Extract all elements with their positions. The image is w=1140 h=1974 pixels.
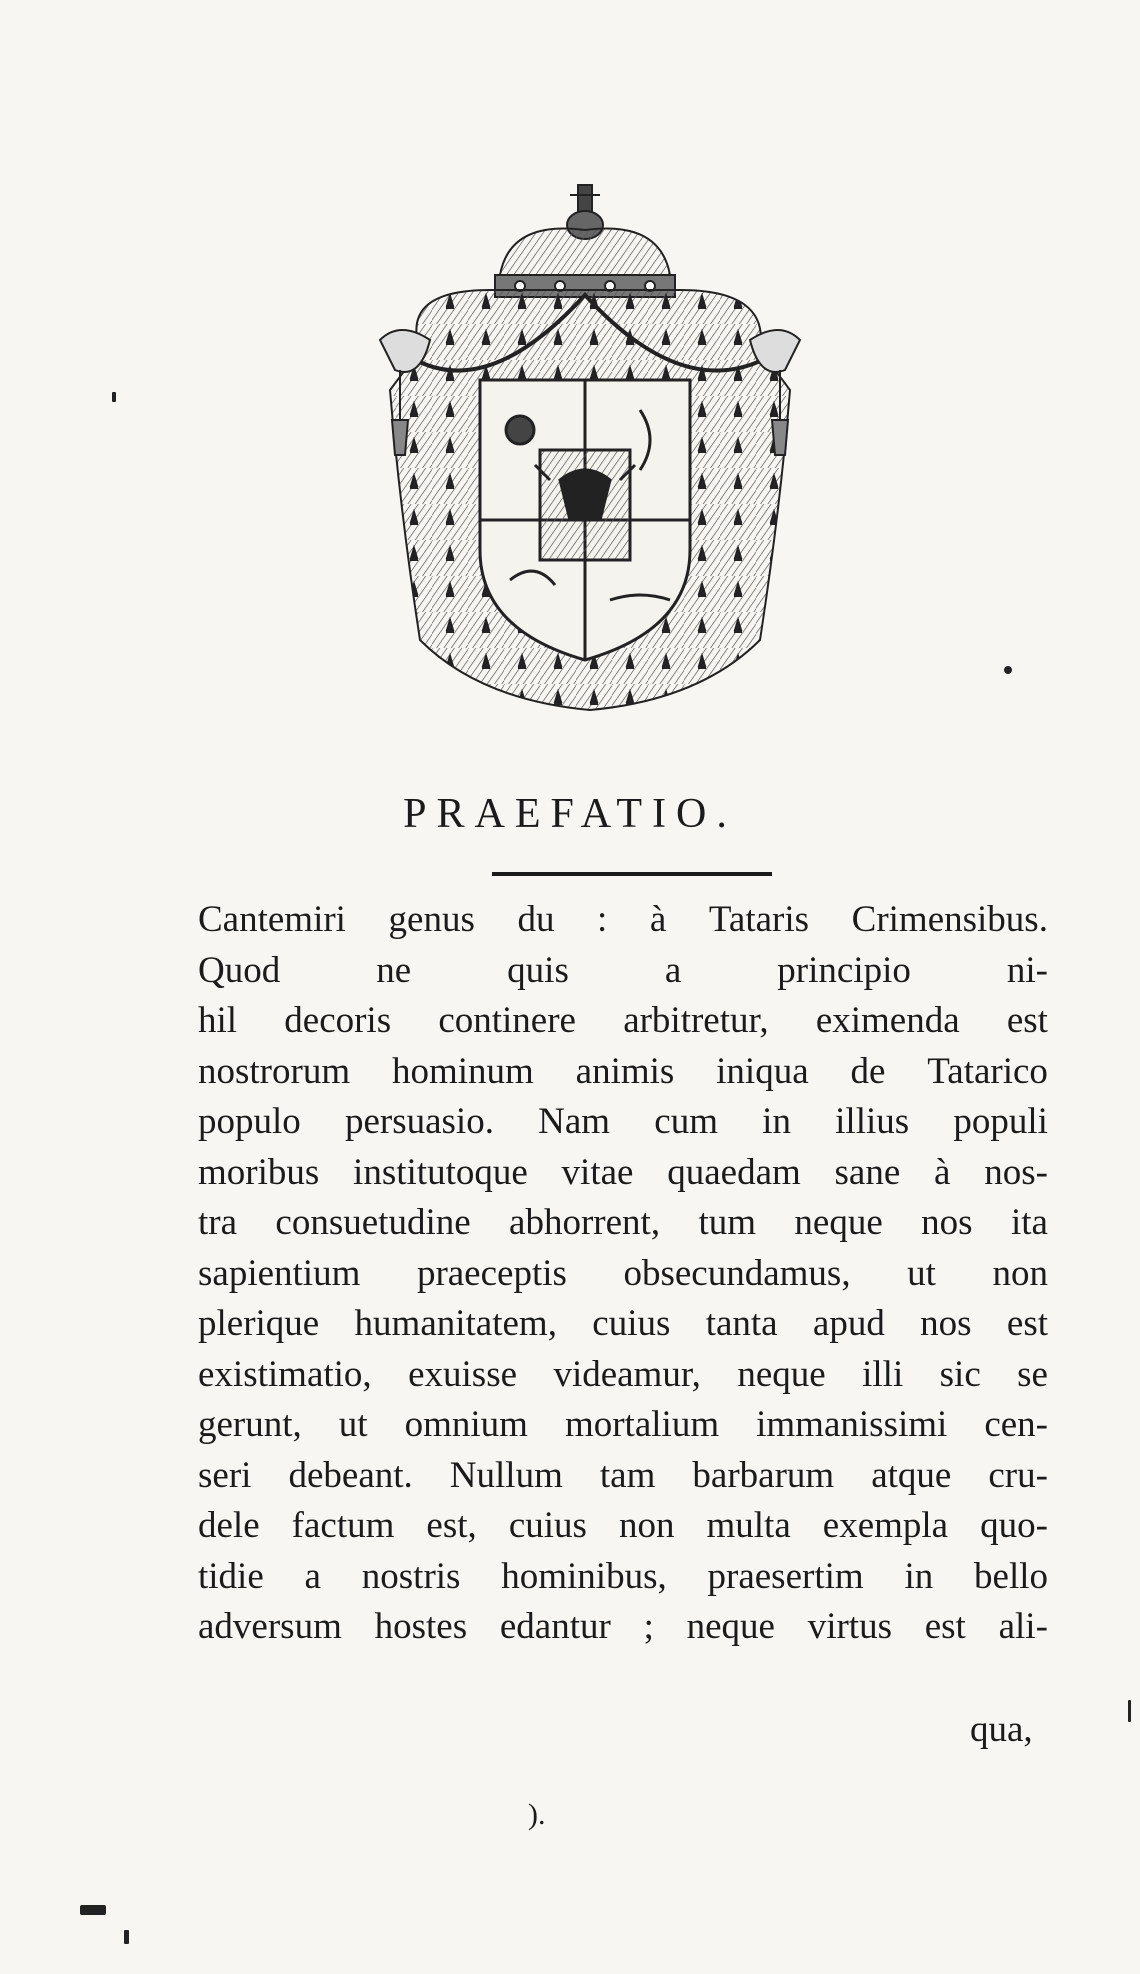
ink-speck — [124, 1930, 129, 1944]
crown — [495, 185, 675, 297]
text-line: Quod ne quis a principio ni- — [198, 949, 1048, 991]
text-line: gerunt, ut omnium mortalium immanissimi cen- — [198, 1404, 1048, 1445]
text-line: tidie a nostris hominibus, praesertim in bello — [198, 1555, 1048, 1597]
body-text — [198, 895, 1048, 1653]
text-line: moribus institutoque vitae quaedam sane à nos- — [198, 1151, 1048, 1193]
text-line: tra consuetudine abhorrent, tum neque nos ita — [198, 1202, 1048, 1243]
ink-speck — [112, 392, 116, 402]
catchword: qua, — [970, 1709, 1033, 1750]
text-line: populo persuasio. Nam cum in illius populi — [198, 1101, 1048, 1142]
ink-speck — [1004, 666, 1012, 674]
text-line: hil decoris continere arbitretur, eximenda est — [198, 1000, 1048, 1041]
text-line: nostrorum hominum animis iniqua de Tatarico — [198, 1050, 1048, 1092]
text-line: adversum hostes edantur ; neque virtus est ali- — [198, 1606, 1048, 1647]
text-line: dele factum est, cuius non multa exempla quo- — [198, 1505, 1048, 1546]
heading-rule — [492, 872, 772, 876]
coat-of-arms-engraving — [360, 180, 890, 750]
text-line: sapientium praeceptis obsecundamus, ut non — [198, 1252, 1048, 1294]
signature-mark: ). — [528, 1798, 546, 1831]
page-heading: PRAEFATIO. — [403, 791, 737, 837]
text-line: existimatio, exuisse videamur, neque illi sic se — [198, 1353, 1048, 1395]
text-line: plerique humanitatem, cuius tanta apud nos est — [198, 1303, 1048, 1344]
text-line: Cantemiri genus du : à Tataris Crimensibus. — [198, 899, 1048, 940]
ink-speck — [1128, 1700, 1131, 1722]
text-line: seri debeant. Nullum tam barbarum atque cru- — [198, 1454, 1048, 1496]
ink-speck — [80, 1905, 106, 1915]
shield — [480, 380, 690, 660]
